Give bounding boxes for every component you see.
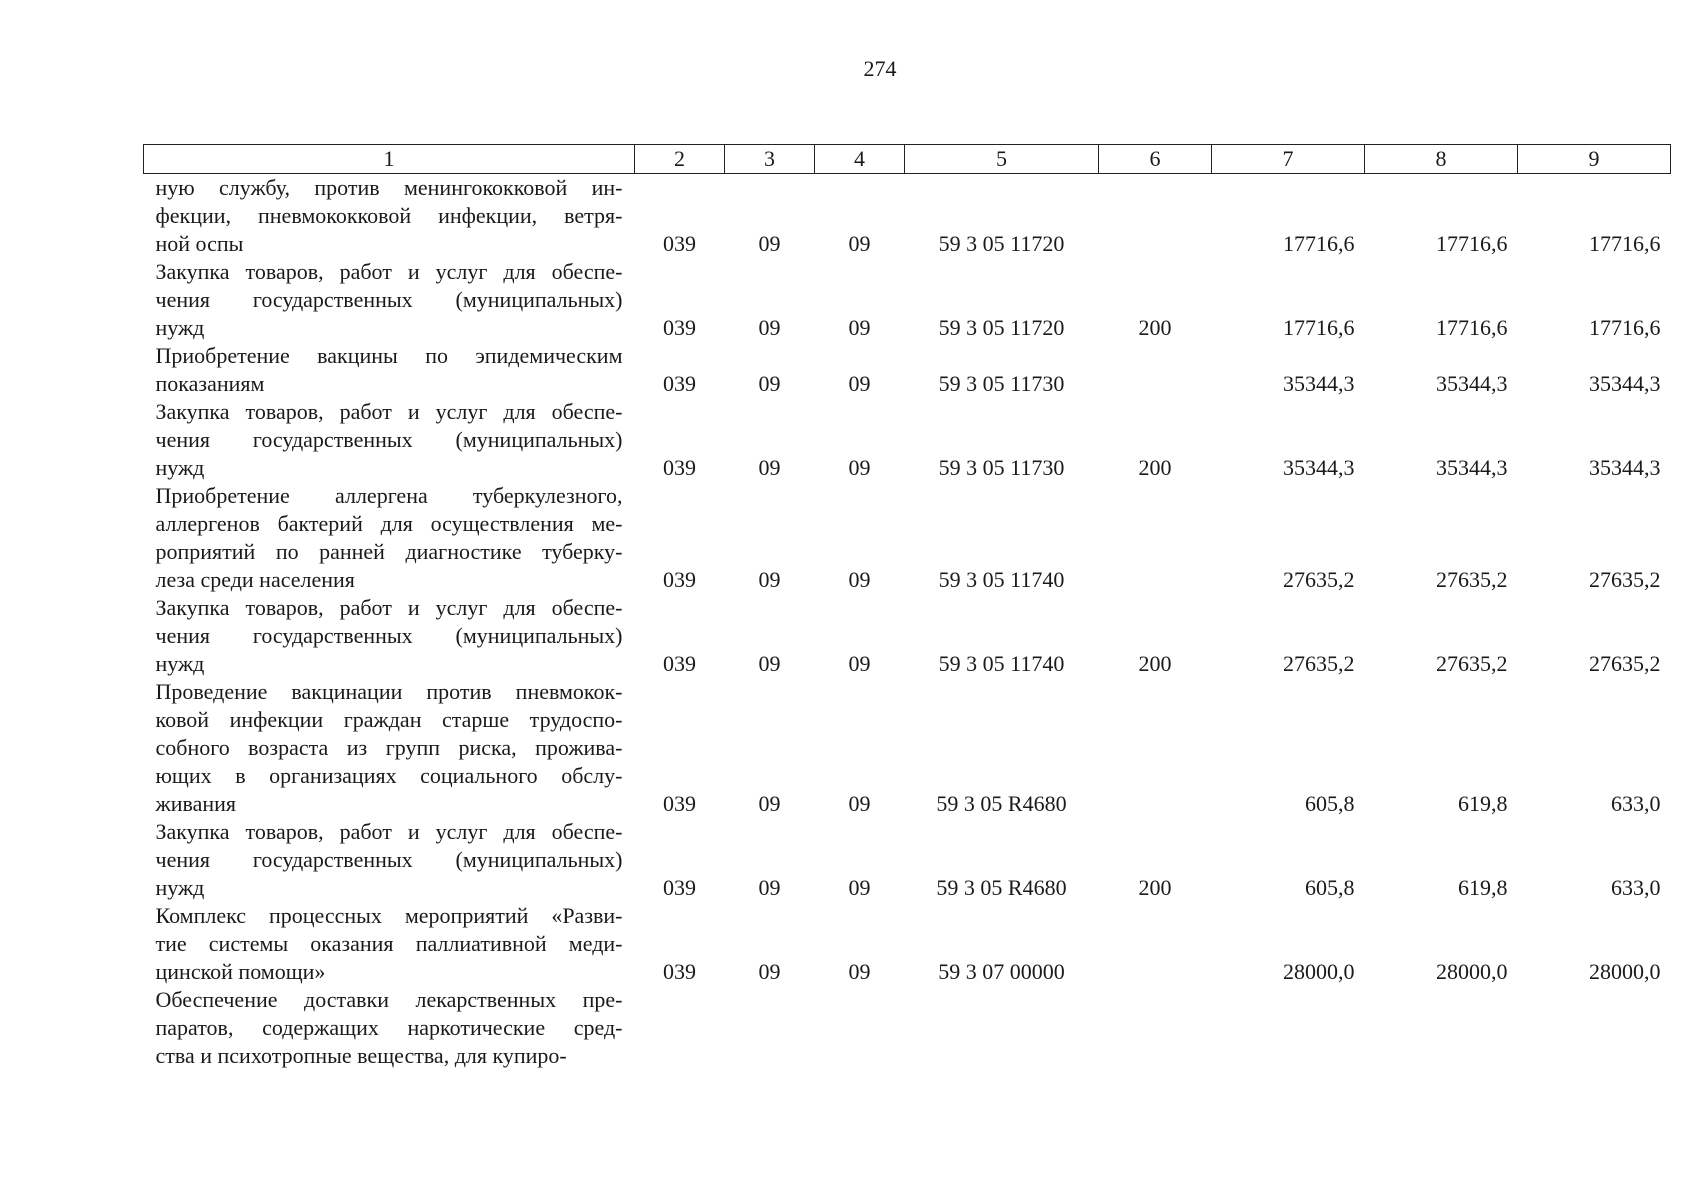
row-subsection: 09	[848, 875, 871, 900]
column-header-4: 4	[815, 145, 905, 174]
description-line: цинской помощи»	[155, 959, 326, 984]
row-target-article: 59 3 05 R4680	[936, 875, 1067, 900]
description-line: живания	[155, 791, 237, 816]
column-header-2: 2	[635, 145, 725, 174]
description-line: ной оспы	[155, 231, 244, 256]
row-expense-type	[1099, 174, 1212, 259]
row-target-article: 59 3 05 R4680	[936, 791, 1067, 816]
description-line: нужд	[155, 455, 205, 480]
budget-table	[143, 144, 1671, 1070]
row-subsection: 09	[848, 455, 871, 480]
row-section: 09	[758, 651, 781, 676]
row-expense-type: 200	[1138, 875, 1172, 900]
row-section: 09	[758, 315, 781, 340]
header-row	[144, 145, 1671, 174]
row-subsection: 09	[848, 371, 871, 396]
row-description	[144, 174, 635, 259]
row-section	[725, 986, 815, 1070]
row-target-article: 59 3 05 11720	[938, 315, 1065, 340]
row-target-article: 59 3 05 11720	[938, 231, 1065, 256]
row-value-col7	[1212, 986, 1365, 1070]
row-target-article: 59 3 07 00000	[938, 959, 1065, 984]
description-line: ющих в организациях социального обслу-	[155, 763, 623, 788]
row-expense-type: 200	[1138, 651, 1172, 676]
row-description	[144, 398, 635, 482]
row-subsection: 09	[848, 651, 871, 676]
row-value-col8: 28000,0	[1436, 959, 1508, 984]
column-header-7: 7	[1212, 145, 1365, 174]
row-value-col9: 633,0	[1611, 875, 1661, 900]
description-line: собного возраста из групп риска, прожива-	[155, 735, 623, 760]
row-value-col8: 27635,2	[1436, 651, 1508, 676]
table-row	[144, 986, 1671, 1070]
row-value-col9	[1518, 986, 1671, 1070]
column-header-8: 8	[1365, 145, 1518, 174]
row-description	[144, 818, 635, 902]
table-row	[144, 482, 1671, 594]
row-section: 09	[758, 231, 781, 256]
row-section: 09	[758, 567, 781, 592]
row-value-col7: 17716,6	[1283, 231, 1355, 256]
row-value-col9: 28000,0	[1589, 959, 1661, 984]
row-target-article: 59 3 05 11740	[938, 651, 1065, 676]
row-expense-type	[1099, 678, 1212, 818]
table-row	[144, 398, 1671, 482]
row-value-col7: 28000,0	[1283, 959, 1355, 984]
description-line: Проведение вакцинации против пневмокок-	[155, 679, 623, 704]
row-department-code: 039	[663, 231, 696, 256]
description-line: тие системы оказания паллиативной меди-	[155, 931, 623, 956]
description-line: Комплекс процессных мероприятий «Разви-	[155, 903, 623, 928]
row-value-col8: 17716,6	[1436, 231, 1508, 256]
row-expense-type: 200	[1138, 455, 1172, 480]
description-line: Приобретение вакцины по эпидемическим	[155, 343, 623, 368]
row-target-article: 59 3 05 11740	[938, 567, 1065, 592]
row-subsection: 09	[848, 231, 871, 256]
description-line: нужд	[155, 315, 205, 340]
column-header-9: 9	[1518, 145, 1671, 174]
row-value-col7: 605,8	[1305, 791, 1355, 816]
column-header-6: 6	[1099, 145, 1212, 174]
description-line: аллергенов бактерий для осуществления ме-	[155, 511, 623, 536]
description-line: Закупка товаров, работ и услуг для обеспе-	[155, 819, 623, 844]
row-department-code: 039	[663, 651, 696, 676]
description-line: нужд	[155, 875, 205, 900]
row-description	[144, 678, 635, 818]
row-value-col7: 17716,6	[1283, 315, 1355, 340]
description-line: Закупка товаров, работ и услуг для обеспе-	[155, 595, 623, 620]
description-line: Приобретение аллергена туберкулезного,	[155, 483, 623, 508]
row-department-code: 039	[663, 371, 696, 396]
row-value-col9: 35344,3	[1589, 455, 1661, 480]
description-line: нужд	[155, 651, 205, 676]
row-subsection: 09	[848, 567, 871, 592]
row-expense-type	[1099, 482, 1212, 594]
row-target-article: 59 3 05 11730	[938, 455, 1065, 480]
table-row	[144, 594, 1671, 678]
row-section: 09	[758, 791, 781, 816]
row-value-col7: 27635,2	[1283, 567, 1355, 592]
row-department-code: 039	[663, 875, 696, 900]
row-value-col7: 605,8	[1305, 875, 1355, 900]
row-section: 09	[758, 455, 781, 480]
row-expense-type	[1099, 902, 1212, 986]
row-value-col8: 35344,3	[1436, 455, 1508, 480]
description-line: Обеспечение доставки лекарственных пре-	[155, 987, 623, 1012]
row-expense-type	[1099, 986, 1212, 1070]
row-expense-type: 200	[1138, 315, 1172, 340]
description-line: чения государственных (муниципальных)	[155, 427, 623, 452]
row-description	[144, 342, 635, 398]
description-line: чения государственных (муниципальных)	[155, 287, 623, 312]
table-row	[144, 258, 1671, 342]
description-line: паратов, содержащих наркотические сред-	[155, 1015, 623, 1040]
row-subsection	[815, 986, 905, 1070]
page-number: 274	[863, 56, 897, 81]
table-row	[144, 342, 1671, 398]
row-value-col9: 27635,2	[1589, 651, 1661, 676]
row-value-col8: 17716,6	[1436, 315, 1508, 340]
table-row	[144, 678, 1671, 818]
row-section: 09	[758, 371, 781, 396]
row-expense-type	[1099, 342, 1212, 398]
row-value-col8: 27635,2	[1436, 567, 1508, 592]
row-value-col9: 17716,6	[1589, 231, 1661, 256]
column-header-1: 1	[144, 145, 635, 174]
row-department-code: 039	[663, 455, 696, 480]
description-line: ства и психотропные вещества, для купиро-	[155, 1043, 567, 1068]
row-value-col7: 27635,2	[1283, 651, 1355, 676]
row-target-article: 59 3 05 11730	[938, 371, 1065, 396]
row-value-col9: 633,0	[1611, 791, 1661, 816]
description-line: чения государственных (муниципальных)	[155, 847, 623, 872]
row-value-col8: 35344,3	[1436, 371, 1508, 396]
row-value-col8: 619,8	[1458, 875, 1508, 900]
table-row	[144, 174, 1671, 259]
row-department-code: 039	[663, 567, 696, 592]
row-value-col8	[1365, 986, 1518, 1070]
row-department-code	[635, 986, 725, 1070]
row-description	[144, 986, 635, 1070]
row-target-article	[905, 986, 1099, 1070]
description-line: ковой инфекции граждан старше трудоспо-	[155, 707, 623, 732]
column-header-3: 3	[725, 145, 815, 174]
description-line: роприятий по ранней диагностике туберку-	[155, 539, 623, 564]
row-department-code: 039	[663, 959, 696, 984]
table-row	[144, 902, 1671, 986]
description-line: чения государственных (муниципальных)	[155, 623, 623, 648]
row-department-code: 039	[663, 791, 696, 816]
row-value-col8: 619,8	[1458, 791, 1508, 816]
table-row	[144, 818, 1671, 902]
row-value-col7: 35344,3	[1283, 455, 1355, 480]
row-subsection: 09	[848, 791, 871, 816]
description-line: ную службу, против менингококковой ин-	[155, 175, 623, 200]
table-header	[144, 145, 1671, 174]
table-body	[144, 174, 1671, 1071]
description-line: Закупка товаров, работ и услуг для обеспе-	[155, 399, 623, 424]
description-line: показаниям	[155, 371, 265, 396]
row-subsection: 09	[848, 315, 871, 340]
row-value-col9: 35344,3	[1589, 371, 1661, 396]
row-value-col9: 17716,6	[1589, 315, 1661, 340]
row-value-col9: 27635,2	[1589, 567, 1661, 592]
row-value-col7: 35344,3	[1283, 371, 1355, 396]
row-section: 09	[758, 959, 781, 984]
row-description	[144, 902, 635, 986]
description-line: леза среди населения	[155, 567, 355, 592]
description-line: Закупка товаров, работ и услуг для обеспе-	[155, 259, 623, 284]
row-subsection: 09	[848, 959, 871, 984]
row-description	[144, 258, 635, 342]
row-description	[144, 594, 635, 678]
row-section: 09	[758, 875, 781, 900]
column-header-5: 5	[905, 145, 1099, 174]
row-description	[144, 482, 635, 594]
row-department-code: 039	[663, 315, 696, 340]
description-line: фекции, пневмококковой инфекции, ветря-	[155, 203, 623, 228]
